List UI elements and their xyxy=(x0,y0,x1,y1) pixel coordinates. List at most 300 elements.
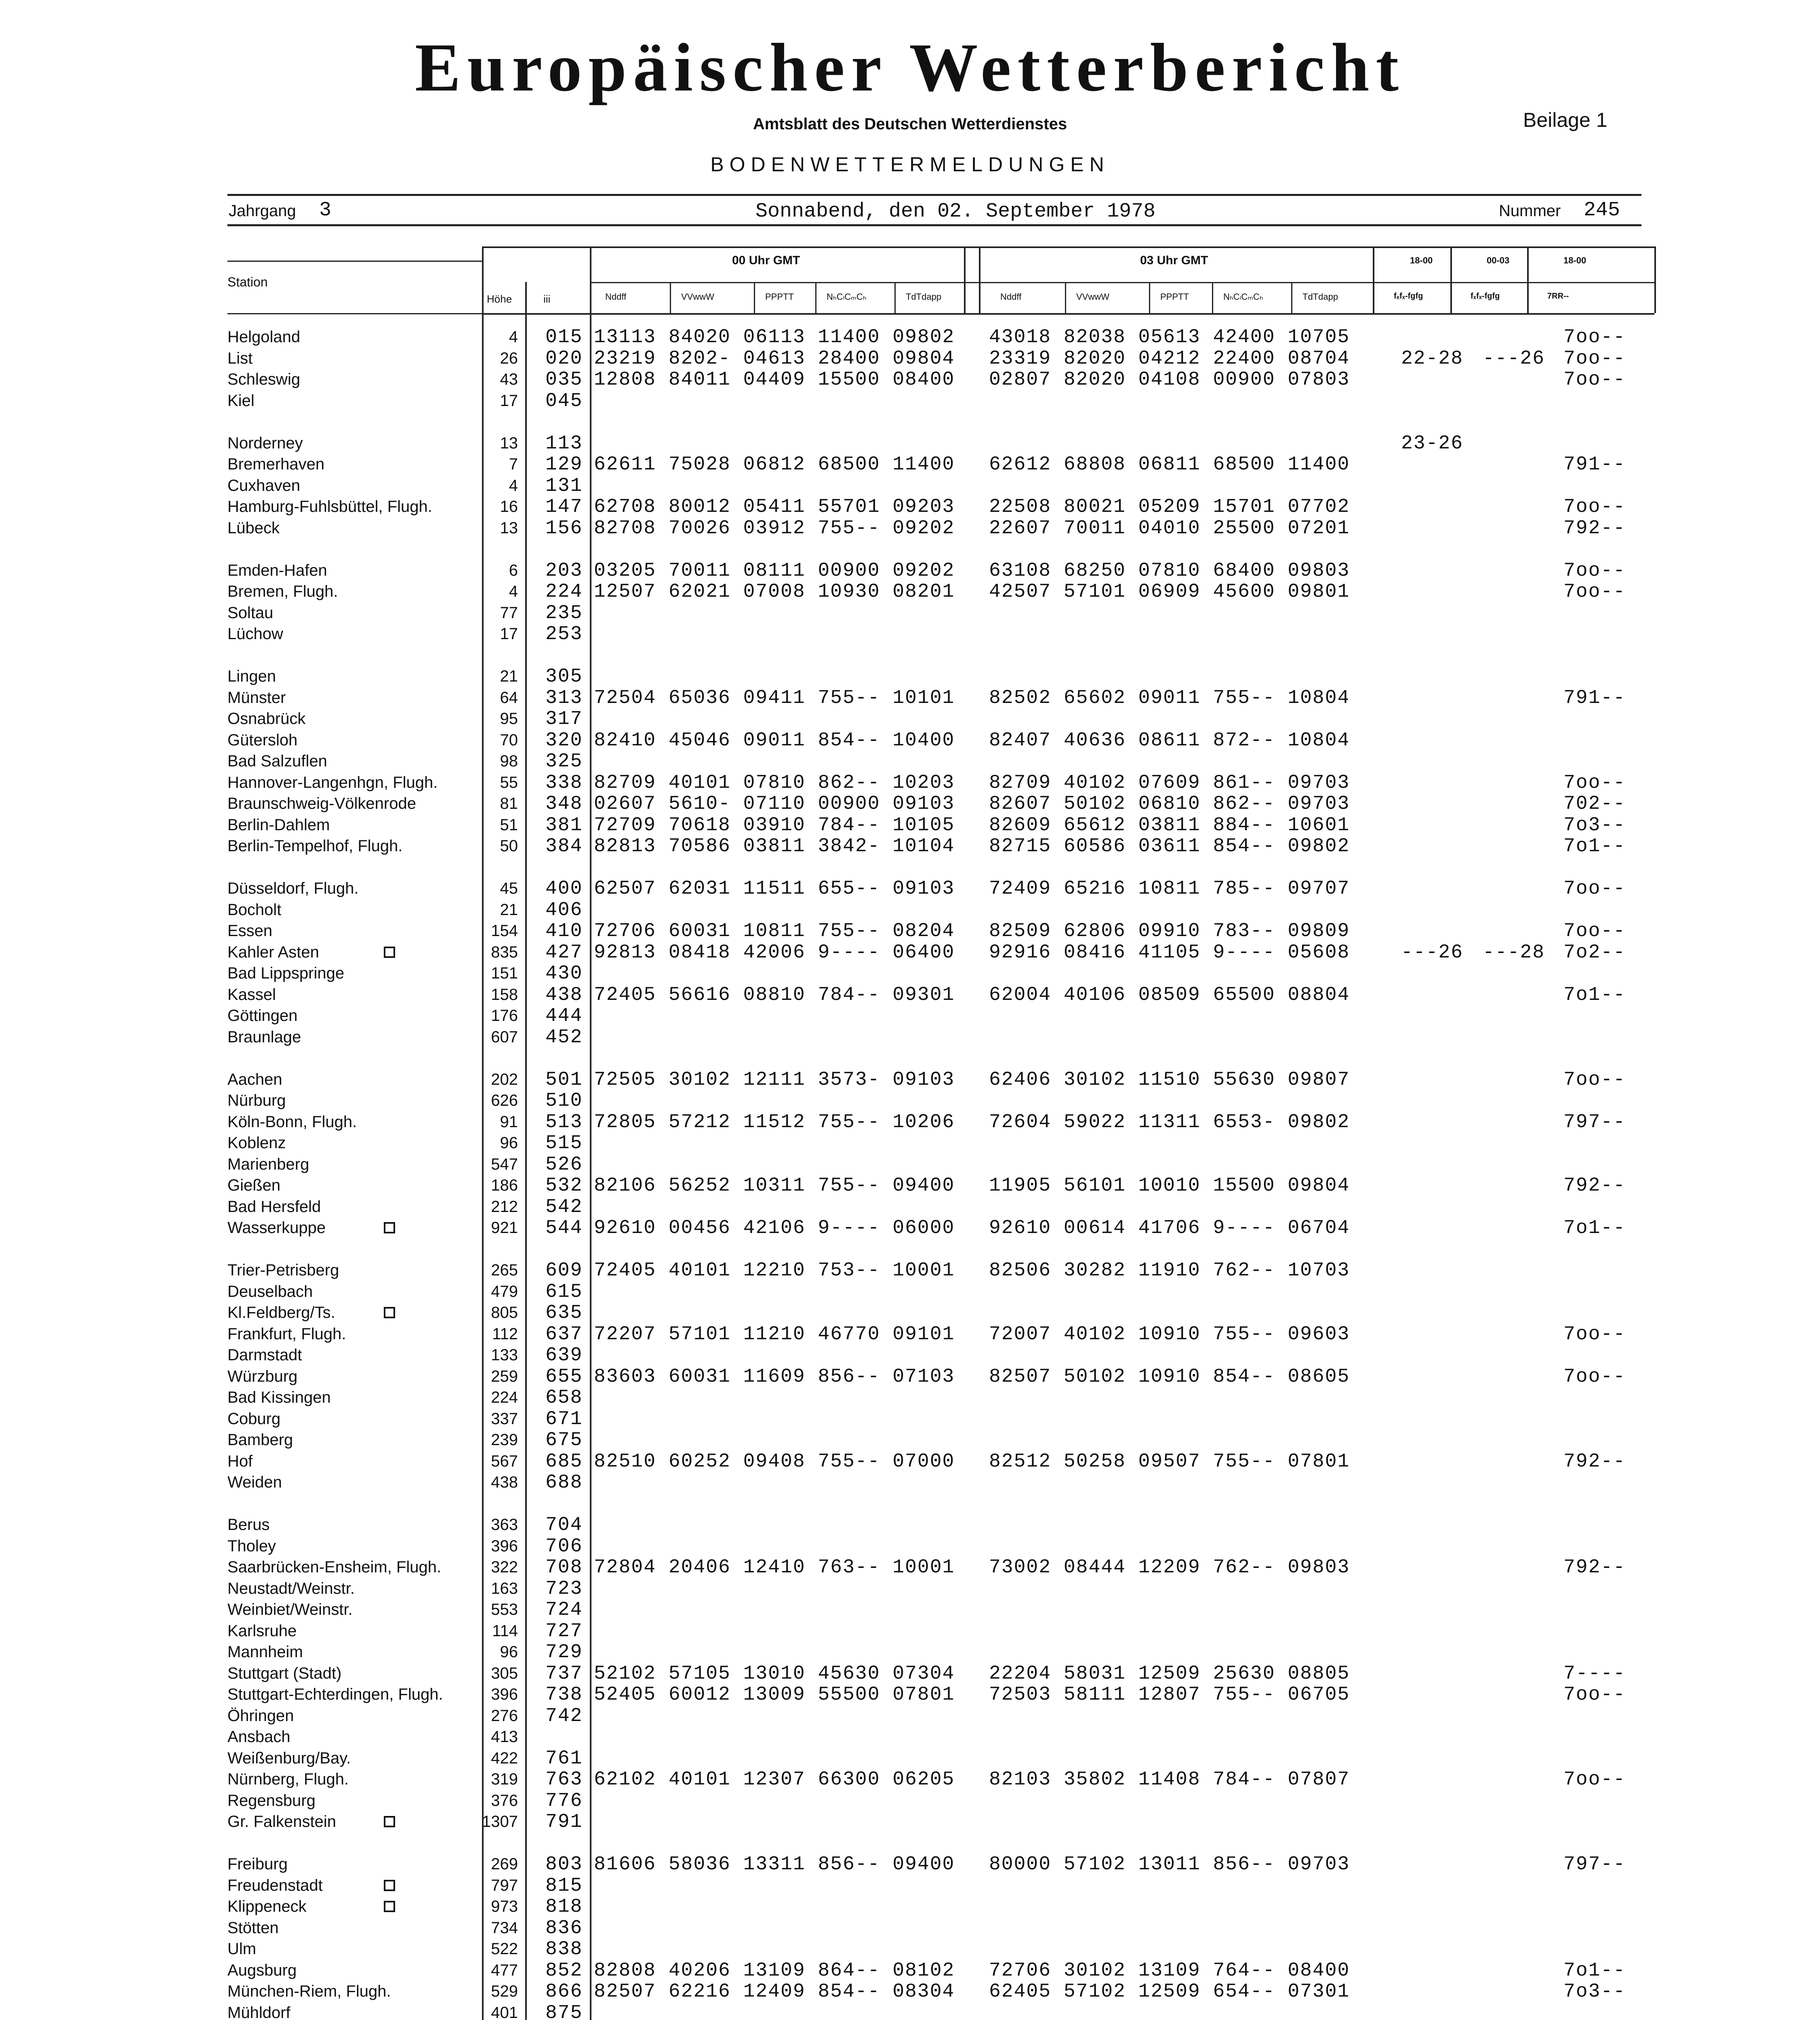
obs-00-utc: 72706 60031 10811 755-- 08204 xyxy=(594,920,955,942)
station-id: 609 xyxy=(545,1260,583,1281)
station-id: 156 xyxy=(545,517,583,539)
station-id: 615 xyxy=(545,1281,583,1303)
station-id: 763 xyxy=(545,1769,583,1791)
beilage-label: Beilage 1 xyxy=(1523,109,1607,131)
obs-00-utc: 72709 70618 03910 784-- 10105 xyxy=(594,814,955,836)
station-height: 186 xyxy=(491,1176,518,1194)
station-name: Nürburg xyxy=(227,1092,286,1109)
station-height: 805 xyxy=(491,1304,518,1321)
station-name: Stötten xyxy=(227,1919,279,1937)
station-name: Weinbiet/Weinstr. xyxy=(227,1601,353,1618)
station-height: 797 xyxy=(491,1876,518,1894)
obs-03-utc: 72604 59022 11311 6553- 09802 xyxy=(989,1111,1350,1133)
precip-18-00: 7o1-- xyxy=(1563,984,1626,1006)
station-id: 235 xyxy=(545,602,583,624)
station-id: 015 xyxy=(545,326,583,348)
station-id: 532 xyxy=(545,1175,583,1197)
page-subtitle: Amtsblatt des Deutschen Wetterdienstes xyxy=(753,115,1067,133)
station-height: 567 xyxy=(491,1452,518,1470)
station-name: Bad Salzuflen xyxy=(227,752,327,770)
precip-18-00: 792-- xyxy=(1563,1450,1626,1473)
obs-03-utc: 62405 57102 12509 654-- 07301 xyxy=(989,1981,1350,2003)
station-name: Coburg xyxy=(227,1410,281,1428)
station-height: 396 xyxy=(491,1685,518,1703)
station-height: 363 xyxy=(491,1516,518,1534)
station-id: 147 xyxy=(545,496,583,518)
station-name: List xyxy=(227,349,253,367)
station-name: Weiden xyxy=(227,1473,282,1491)
station-name: Mannheim xyxy=(227,1643,303,1661)
grid-vline-6 xyxy=(1450,246,1452,313)
precip-18-00: 792-- xyxy=(1563,1557,1626,1578)
station-id: 655 xyxy=(545,1366,583,1388)
mountain-station-square-icon xyxy=(384,1816,395,1827)
station-height: 265 xyxy=(491,1261,518,1279)
station-id: 658 xyxy=(545,1387,583,1409)
station-name: Lüchow xyxy=(227,625,283,643)
station-height: 212 xyxy=(491,1197,518,1216)
obs-03-utc: 92610 00614 41706 9---- 06704 xyxy=(989,1217,1350,1239)
station-name: Hannover-Langenhgn, Flugh. xyxy=(227,773,438,791)
precip-18-00: 7o3-- xyxy=(1563,1981,1626,2003)
grid-sub03-2 xyxy=(1212,282,1213,313)
precip-18-00: 7oo-- xyxy=(1563,1366,1626,1388)
grid-vline-7 xyxy=(1527,246,1529,313)
station-name: Münster xyxy=(227,688,286,707)
header-iii: iii xyxy=(543,293,551,305)
header-00-0: Nddff xyxy=(605,292,627,302)
obs-03-utc: 62612 68808 06811 68500 11400 xyxy=(989,454,1350,476)
station-id: 203 xyxy=(545,560,583,582)
station-height: 50 xyxy=(500,837,518,855)
station-height: 7 xyxy=(509,455,518,473)
header-group-03: 03 Uhr GMT xyxy=(1140,254,1208,267)
station-name: Lingen xyxy=(227,667,276,685)
station-id: 803 xyxy=(545,1854,583,1875)
station-id: 724 xyxy=(545,1599,583,1621)
station-height: 479 xyxy=(491,1282,518,1300)
obs-00-utc: 52405 60012 13009 55500 07801 xyxy=(594,1684,955,1706)
station-name: Ulm xyxy=(227,1940,257,1958)
station-name: München-Riem, Flugh. xyxy=(227,1982,391,2000)
station-height: 1307 xyxy=(482,1813,518,1831)
precip-18-00: 7oo-- xyxy=(1563,1323,1626,1345)
station-height: 96 xyxy=(500,1643,518,1661)
station-id: 313 xyxy=(545,687,583,709)
precip-18-00: 7o3-- xyxy=(1563,814,1626,836)
station-name: Bamberg xyxy=(227,1431,293,1449)
station-id: 320 xyxy=(545,729,583,751)
header-00-1: VVwwW xyxy=(681,292,714,302)
meta-rule-bottom xyxy=(227,224,1641,226)
header-00-3: NₕCₗCₘCₕ xyxy=(827,292,867,302)
station-name: Berlin-Tempelhof, Flugh. xyxy=(227,837,403,855)
grid-sub03-3 xyxy=(1291,282,1292,313)
station-id: 815 xyxy=(545,1875,583,1897)
header-03-1: VVwwW xyxy=(1076,292,1109,302)
station-height: 16 xyxy=(500,498,518,516)
station-name: Göttingen xyxy=(227,1007,298,1025)
precip-18-00: 7oo-- xyxy=(1563,1769,1626,1791)
precip-18-00: 7---- xyxy=(1563,1662,1626,1685)
station-id: 685 xyxy=(545,1450,583,1473)
precip-18-00: 7oo-- xyxy=(1563,560,1626,582)
grid-sub00-0 xyxy=(670,282,671,313)
station-name: Stuttgart (Stadt) xyxy=(227,1664,342,1682)
obs-03-utc: 82709 40102 07609 861-- 09703 xyxy=(989,772,1350,794)
station-height: 202 xyxy=(491,1070,518,1088)
obs-03-utc: 63108 68250 07810 68400 09803 xyxy=(989,560,1350,582)
station-id: 430 xyxy=(545,963,583,985)
obs-03-utc: 82607 50102 06810 862-- 09703 xyxy=(989,793,1350,815)
precip-18-00: 792-- xyxy=(1563,1175,1626,1197)
station-id: 852 xyxy=(545,1959,583,1982)
obs-03-utc: 82103 35802 11408 784-- 07807 xyxy=(989,1769,1350,1791)
precip-18-00: 797-- xyxy=(1563,1854,1626,1875)
mountain-station-square-icon xyxy=(384,1901,395,1912)
grid-vline-8 xyxy=(1654,246,1656,313)
station-height: 112 xyxy=(492,1325,518,1343)
station-id: 515 xyxy=(545,1132,583,1154)
station-name: Tholey xyxy=(227,1537,276,1555)
grid-sub00-2 xyxy=(815,282,816,313)
station-height: 21 xyxy=(500,667,518,685)
station-id: 776 xyxy=(545,1790,583,1812)
station-name: Nürnberg, Flugh. xyxy=(227,1770,349,1788)
station-name: Helgoland xyxy=(227,328,301,346)
station-name: Kiel xyxy=(227,391,255,410)
obs-03-utc: 82509 62806 09910 783-- 09809 xyxy=(989,920,1350,942)
station-height: 98 xyxy=(500,752,518,770)
station-height: 413 xyxy=(491,1728,518,1746)
obs-03-utc: 82502 65602 09011 755-- 10804 xyxy=(989,687,1350,709)
header-rule-under-station-2 xyxy=(227,313,482,314)
header-station: Station xyxy=(227,275,268,289)
obs-00-utc: 72405 40101 12210 753-- 10001 xyxy=(594,1260,955,1281)
obs-03-utc: 22607 70011 04010 25500 07201 xyxy=(989,517,1350,539)
grid-sub00-3 xyxy=(894,282,896,313)
station-name: Soltau xyxy=(227,604,274,622)
station-name: Marienberg xyxy=(227,1155,309,1173)
obs-00-utc: 72805 57212 11512 755-- 10206 xyxy=(594,1111,955,1133)
station-name: Frankfurt, Flugh. xyxy=(227,1325,346,1343)
precip-18-00: 7oo-- xyxy=(1563,347,1626,370)
station-id: 384 xyxy=(545,835,583,857)
station-name: Gr. Falkenstein xyxy=(227,1813,337,1831)
station-id: 675 xyxy=(545,1429,583,1451)
station-height: 269 xyxy=(491,1855,518,1873)
station-height: 477 xyxy=(491,1961,518,1979)
header-03-4: TdTdapp xyxy=(1302,292,1338,302)
station-name: Regensburg xyxy=(227,1791,316,1810)
obs-03-utc: 42507 57101 06909 45600 09801 xyxy=(989,581,1350,603)
precip-18-00: 7oo-- xyxy=(1563,326,1626,348)
station-id: 708 xyxy=(545,1557,583,1578)
obs-03-utc: 72706 30102 13109 764-- 08400 xyxy=(989,1959,1350,1982)
station-id: 875 xyxy=(545,2002,583,2020)
station-id: 427 xyxy=(545,941,583,964)
station-height: 401 xyxy=(491,2003,518,2020)
header-group-00: 00 Uhr GMT xyxy=(732,254,800,267)
station-id: 501 xyxy=(545,1069,583,1091)
station-height: 51 xyxy=(500,816,518,834)
obs-03-utc: 62004 40106 08509 65500 08804 xyxy=(989,984,1350,1006)
station-height: 973 xyxy=(491,1898,518,1915)
obs-00-utc: 82507 62216 12409 854-- 08304 xyxy=(594,1981,955,2003)
station-name: Würzburg xyxy=(227,1367,298,1385)
station-id: 544 xyxy=(545,1217,583,1239)
station-name: Gütersloh xyxy=(227,731,298,749)
station-height: 13 xyxy=(500,434,518,452)
station-height: 163 xyxy=(491,1579,518,1597)
station-name: Mühldorf xyxy=(227,2003,290,2020)
station-height: 4 xyxy=(509,328,518,346)
obs-00-utc: 62708 80012 05411 55701 09203 xyxy=(594,496,955,518)
station-id: 729 xyxy=(545,1641,583,1663)
obs-03-utc: 43018 82038 05613 42400 10705 xyxy=(989,326,1350,348)
station-id: 438 xyxy=(545,984,583,1006)
station-height: 422 xyxy=(491,1749,518,1767)
station-id: 737 xyxy=(545,1662,583,1685)
header-03-2: PPPTT xyxy=(1160,292,1189,302)
grid-sub03-1 xyxy=(1149,282,1150,313)
report-date: Sonnabend, den 02. September 1978 xyxy=(755,200,1156,223)
station-id: 381 xyxy=(545,814,583,836)
station-height: 305 xyxy=(491,1664,518,1682)
header-rule-under-station xyxy=(227,261,482,262)
station-height: 114 xyxy=(492,1622,518,1640)
grid-vline-2 xyxy=(590,246,591,2020)
station-id: 723 xyxy=(545,1578,583,1600)
station-id: 035 xyxy=(545,369,583,391)
obs-03-utc: 82407 40636 08611 872-- 10804 xyxy=(989,729,1350,751)
station-name: Karlsruhe xyxy=(227,1622,297,1640)
station-height: 438 xyxy=(491,1473,518,1491)
jahrgang-value: 3 xyxy=(319,199,332,222)
station-name: Kahler Asten xyxy=(227,943,319,961)
obs-00-utc: 83603 60031 11609 856-- 07103 xyxy=(594,1366,955,1388)
obs-03-utc: 82512 50258 09507 755-- 07801 xyxy=(989,1450,1350,1473)
station-name: Koblenz xyxy=(227,1134,286,1152)
grid-vline-4 xyxy=(979,246,980,313)
station-id: 406 xyxy=(545,899,583,921)
station-id: 513 xyxy=(545,1111,583,1133)
station-height: 95 xyxy=(500,710,518,728)
station-height: 322 xyxy=(491,1558,518,1576)
header-hoehe: Höhe xyxy=(487,293,512,305)
station-id: 704 xyxy=(545,1514,583,1536)
obs-03-utc: 11905 56101 10010 15500 09804 xyxy=(989,1175,1350,1197)
station-id: 224 xyxy=(545,581,583,603)
station-name: Bocholt xyxy=(227,901,282,919)
station-height: 43 xyxy=(500,370,518,388)
station-height: 376 xyxy=(491,1791,518,1810)
station-height: 319 xyxy=(491,1770,518,1788)
station-name: Schleswig xyxy=(227,370,301,388)
station-name: Deuselbach xyxy=(227,1282,313,1300)
station-height: 396 xyxy=(491,1537,518,1555)
obs-00-utc: 13113 84020 06113 11400 09802 xyxy=(594,326,955,348)
precip-18-00: 7oo-- xyxy=(1563,1684,1626,1706)
station-id: 317 xyxy=(545,708,583,730)
obs-00-utc: 02607 5610- 07110 00900 09103 xyxy=(594,793,955,815)
station-name: Freudenstadt xyxy=(227,1876,323,1894)
obs-00-utc: 12507 62021 07008 10930 08201 xyxy=(594,581,955,603)
obs-00-utc: 82410 45046 09011 854-- 10400 xyxy=(594,729,955,751)
station-id: 444 xyxy=(545,1005,583,1027)
obs-00-utc: 62611 75028 06812 68500 11400 xyxy=(594,454,955,476)
station-id: 818 xyxy=(545,1896,583,1918)
obs-00-utc: 92813 08418 42006 9---- 06400 xyxy=(594,941,955,964)
station-name: Braunschweig-Völkenrode xyxy=(227,795,416,812)
precip-18-00: 791-- xyxy=(1563,687,1626,709)
station-height: 13 xyxy=(500,519,518,537)
station-height: 626 xyxy=(491,1092,518,1109)
station-name: Gießen xyxy=(227,1176,281,1194)
header-rule-3 xyxy=(482,313,1654,315)
station-height: 4 xyxy=(509,583,518,600)
precip-18-00: 792-- xyxy=(1563,517,1626,539)
grid-sub03-0 xyxy=(1065,282,1066,313)
station-height: 21 xyxy=(500,901,518,919)
precip-18-00: 7o1-- xyxy=(1563,835,1626,857)
precip-18-00: 7oo-- xyxy=(1563,772,1626,794)
header-00-4: TdTdapp xyxy=(906,292,942,302)
grid-vline-3 xyxy=(964,246,966,313)
precip-18-00: 797-- xyxy=(1563,1111,1626,1133)
station-id: 838 xyxy=(545,1938,583,1960)
gust-18-00: ---26 xyxy=(1401,941,1464,964)
station-id: 325 xyxy=(545,751,583,772)
header-rule-1 xyxy=(482,246,1654,248)
station-name: Lübeck xyxy=(227,519,280,537)
station-name: Bremen, Flugh. xyxy=(227,583,338,600)
obs-03-utc: 92916 08416 41105 9---- 05608 xyxy=(989,941,1350,964)
station-height: 835 xyxy=(491,943,518,961)
obs-00-utc: 62102 40101 12307 66300 06205 xyxy=(594,1769,955,1791)
station-name: Cuxhaven xyxy=(227,476,301,494)
station-height: 239 xyxy=(491,1431,518,1449)
precip-18-00: 7o1-- xyxy=(1563,1217,1626,1239)
obs-03-utc: 72503 58111 12807 755-- 06705 xyxy=(989,1684,1350,1706)
station-height: 96 xyxy=(500,1134,518,1152)
header-rule-2 xyxy=(590,282,1654,283)
gust-18-00: 22-28 xyxy=(1401,347,1464,370)
station-height: 529 xyxy=(491,1982,518,2000)
station-name: Darmstadt xyxy=(227,1346,302,1364)
gust-18-00: 23-26 xyxy=(1401,432,1464,455)
station-name: Bad Hersfeld xyxy=(227,1197,321,1216)
obs-03-utc: 73002 08444 12209 762-- 09803 xyxy=(989,1557,1350,1578)
station-name: Norderney xyxy=(227,434,303,452)
station-id: 791 xyxy=(545,1811,583,1833)
station-name: Aachen xyxy=(227,1070,282,1088)
station-id: 452 xyxy=(545,1026,583,1048)
station-name: Emden-Hafen xyxy=(227,561,327,579)
mountain-station-square-icon xyxy=(384,947,395,958)
station-id: 635 xyxy=(545,1302,583,1324)
station-height: 77 xyxy=(500,604,518,622)
station-name: Klippeneck xyxy=(227,1898,307,1915)
station-id: 129 xyxy=(545,454,583,476)
precip-18-00: 7oo-- xyxy=(1563,581,1626,603)
station-id: 510 xyxy=(545,1090,583,1112)
station-height: 45 xyxy=(500,880,518,897)
precip-18-00: 7oo-- xyxy=(1563,878,1626,900)
mountain-station-square-icon xyxy=(384,1222,395,1233)
station-name: Neustadt/Weinstr. xyxy=(227,1579,355,1597)
station-id: 400 xyxy=(545,878,583,900)
station-name: Kassel xyxy=(227,985,276,1004)
station-name: Ansbach xyxy=(227,1728,290,1746)
header-extra-sub-0: fₓfₓ-fgfg xyxy=(1394,292,1423,301)
station-height: 64 xyxy=(500,688,518,707)
header-03-3: NₕCₗCₘCₕ xyxy=(1223,292,1263,302)
station-height: 259 xyxy=(491,1367,518,1385)
obs-00-utc: 03205 70011 08111 00900 09202 xyxy=(594,560,955,582)
station-id: 836 xyxy=(545,1917,583,1939)
station-height: 224 xyxy=(491,1389,518,1406)
obs-00-utc: 81606 58036 13311 856-- 09400 xyxy=(594,1854,955,1875)
precip-18-00: 7oo-- xyxy=(1563,496,1626,518)
nummer-label: Nummer xyxy=(1499,202,1561,220)
station-id: 639 xyxy=(545,1345,583,1366)
station-id: 253 xyxy=(545,623,583,645)
obs-03-utc: 02807 82020 04108 00900 07803 xyxy=(989,369,1350,391)
section-title: BODENWETTERMELDUNGEN xyxy=(710,153,1110,176)
station-height: 55 xyxy=(500,773,518,791)
precip-18-00: 7oo-- xyxy=(1563,369,1626,391)
station-id: 742 xyxy=(545,1705,583,1727)
obs-03-utc: 22508 80021 05209 15701 07702 xyxy=(989,496,1350,518)
header-00-2: PPPTT xyxy=(765,292,794,302)
station-id: 706 xyxy=(545,1535,583,1557)
station-id: 761 xyxy=(545,1747,583,1770)
station-height: 70 xyxy=(500,731,518,749)
station-name: Essen xyxy=(227,922,273,940)
station-name: Berlin-Dahlem xyxy=(227,816,330,834)
station-name: Berus xyxy=(227,1516,270,1534)
station-name: Braunlage xyxy=(227,1028,301,1046)
station-height: 607 xyxy=(491,1028,518,1046)
obs-03-utc: 72409 65216 10811 785-- 09707 xyxy=(989,878,1350,900)
station-height: 26 xyxy=(500,349,518,367)
station-id: 727 xyxy=(545,1620,583,1642)
station-id: 305 xyxy=(545,666,583,688)
obs-00-utc: 82813 70586 03811 3842- 10104 xyxy=(594,835,955,857)
station-height: 81 xyxy=(500,795,518,812)
station-id: 542 xyxy=(545,1196,583,1218)
station-id: 410 xyxy=(545,920,583,942)
header-extra-sub-2: 7RR-- xyxy=(1547,292,1569,301)
station-height: 547 xyxy=(491,1155,518,1173)
grid-vline-1 xyxy=(525,282,527,2020)
station-name: Wasserkuppe xyxy=(227,1219,326,1237)
station-height: 337 xyxy=(491,1410,518,1428)
precip-18-00: 7oo-- xyxy=(1563,920,1626,942)
obs-00-utc: 72207 57101 11210 46770 09101 xyxy=(594,1323,955,1345)
gust-00-03: ---28 xyxy=(1483,941,1545,964)
station-id: 738 xyxy=(545,1684,583,1706)
station-height: 4 xyxy=(509,476,518,494)
mountain-station-square-icon xyxy=(384,1880,395,1891)
station-id: 688 xyxy=(545,1472,583,1494)
station-id: 338 xyxy=(545,772,583,794)
station-name: Bad Kissingen xyxy=(227,1389,331,1406)
obs-03-utc: 62406 30102 11510 55630 09807 xyxy=(989,1069,1350,1091)
meta-rule-top xyxy=(227,194,1641,196)
station-height: 734 xyxy=(491,1919,518,1937)
